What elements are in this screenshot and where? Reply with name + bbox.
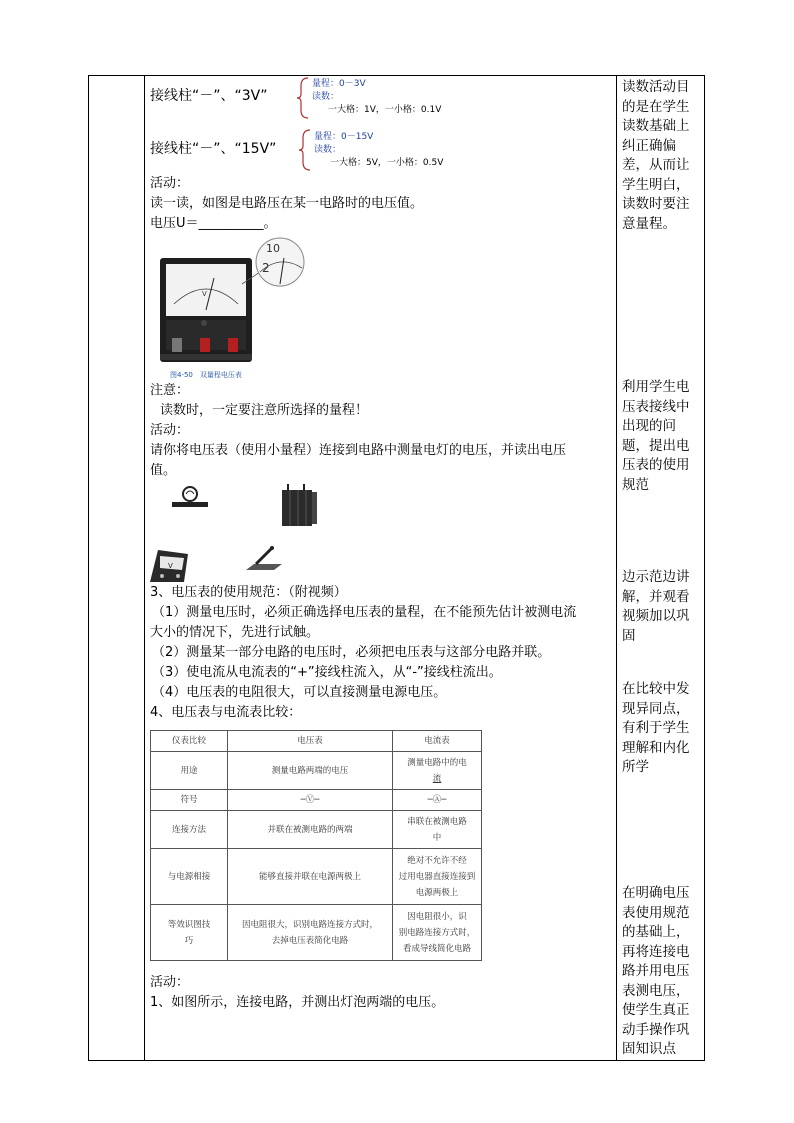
lamp-icon bbox=[170, 484, 210, 510]
terminal-15v-label: 接线柱“－”、“15V” bbox=[150, 141, 277, 157]
cell-line: 测量电路中的电 bbox=[407, 757, 467, 768]
svg-text:V: V bbox=[168, 562, 173, 570]
rule-2: （2）测量某一部分电路的电压时，必须把电压表与这部分电路并联。 bbox=[152, 645, 551, 660]
table-cell bbox=[393, 811, 482, 849]
column-divider-1 bbox=[144, 76, 145, 1060]
table-row bbox=[151, 790, 482, 811]
battery-icon bbox=[280, 482, 320, 528]
table-cell: 与电源相接 bbox=[151, 849, 228, 905]
side-note-3: 边示范边讲解，并观看视频加以巩固 bbox=[622, 569, 690, 644]
ammeter-symbol: ─Ⓐ─ bbox=[393, 790, 482, 811]
table-row bbox=[151, 731, 482, 752]
activity-3-text: 1、如图所示，连接电路，并测出灯泡两端的电压。 bbox=[150, 995, 445, 1010]
header-cell: 电流表 bbox=[393, 731, 482, 752]
zoom-label-10: 10 bbox=[266, 242, 280, 255]
division-15v: 一大格：5V，一小格：0.5V bbox=[330, 158, 444, 168]
table-cell: 能够直接并联在电源两极上 bbox=[228, 849, 393, 905]
activity-1-title: 活动： bbox=[150, 176, 190, 191]
table-cell: 连接方法 bbox=[151, 811, 228, 849]
cell-line: 去掉电压表简化电路 bbox=[271, 935, 349, 946]
voltmeter-icon bbox=[148, 546, 192, 584]
activity-2-text-1: 请你将电压表（使用小量程）连接到电路中测量电灯的电压，并读出电压 bbox=[150, 443, 567, 458]
side-note-1: 读数活动目的是在学生读数基础上纠正确偏差，从而让学生明白，读数时要注意量程。 bbox=[622, 79, 690, 232]
cell-line: 看成导线简化电路 bbox=[402, 943, 471, 954]
activity-1-answer: 电压U＝__________。 bbox=[150, 216, 277, 231]
table-cell: 并联在被测电路的两端 bbox=[228, 811, 393, 849]
rules-title: 3、电压表的使用规范：（附视频） bbox=[150, 585, 347, 600]
table-cell: 测量电路两端的电压 bbox=[228, 752, 393, 790]
switch-icon bbox=[244, 544, 284, 574]
dial-symbol: V bbox=[202, 290, 207, 298]
zoom-label-2: 2 bbox=[262, 261, 270, 275]
rule-1-line-1: （1）测量电压时，必须正确选择电压表的量程，在不能预先估计被测电流 bbox=[152, 605, 577, 620]
reading-3v: 读数： bbox=[312, 92, 340, 102]
side-note-2: 利用学生电压表接线中出现的问题，提出电压表的使用规范 bbox=[622, 379, 690, 493]
terminal-3v-label: 接线柱“－”、“3V” bbox=[150, 88, 268, 104]
activity-2-title: 活动： bbox=[150, 423, 190, 438]
table-row bbox=[151, 849, 482, 905]
cell-line: 串联在被测电路 bbox=[407, 816, 467, 827]
note-title: 注意： bbox=[150, 383, 190, 398]
side-note-4: 在比较中发现异同点，有利于学生理解和内化所学 bbox=[622, 681, 690, 775]
voltmeter-symbol: ─Ⓥ─ bbox=[228, 790, 393, 811]
activity-2-text-2: 值。 bbox=[150, 463, 177, 478]
voltmeter-figure bbox=[156, 234, 306, 370]
table-row bbox=[151, 811, 482, 849]
comparison-table bbox=[150, 730, 482, 961]
cell-line: 电源两极上 bbox=[415, 887, 459, 898]
table-cell: 符号 bbox=[151, 790, 228, 811]
table-cell: 用途 bbox=[151, 752, 228, 790]
side-note-5: 在明确电压表使用规范的基础上，再将连接电路并用电压表测电压，使学生真正动手操作巩固知识点 bbox=[622, 885, 690, 1057]
activity-3-title: 活动： bbox=[150, 975, 190, 990]
brace-15v bbox=[298, 128, 312, 172]
rule-1-line-2: 大小的情况下，先进行试触。 bbox=[150, 625, 320, 640]
cell-line: 巧 bbox=[184, 935, 194, 946]
table-cell bbox=[393, 752, 482, 790]
reading-15v: 读数： bbox=[314, 145, 342, 155]
cell-line: 流 bbox=[432, 773, 442, 784]
cell-line: 因电阻很大，识别电路连接方式时， bbox=[241, 919, 378, 930]
cell-line: 别电路连接方式时， bbox=[398, 927, 476, 938]
table-cell bbox=[393, 849, 482, 905]
division-3v: 一大格：1V，一小格：0.1V bbox=[328, 105, 442, 115]
meter-caption: 图4-50 双量程电压表 bbox=[170, 371, 242, 379]
cell-line: 等效识图技 bbox=[167, 919, 211, 930]
cell-line: 过用电器直接连接到 bbox=[398, 871, 476, 882]
range-3v: 量程：0－3V bbox=[312, 79, 366, 89]
cell-line: 绝对不允许不经 bbox=[407, 855, 467, 866]
range-15v: 量程：0－15V bbox=[314, 132, 374, 142]
table-cell bbox=[393, 905, 482, 961]
activity-1-text: 读一读，如图是电路压在某一电路时的电压值。 bbox=[150, 196, 424, 211]
table-cell bbox=[151, 905, 228, 961]
brace-3v bbox=[296, 76, 310, 120]
note-text: 读数时，一定要注意所选择的量程！ bbox=[160, 403, 369, 418]
cell-line: 因电阻很小，识 bbox=[407, 911, 467, 922]
header-cell: 电压表 bbox=[228, 731, 393, 752]
rule-3: （3）使电流从电流表的“+”接线柱流入，从“-”接线柱流出。 bbox=[152, 665, 502, 680]
column-divider-2 bbox=[616, 76, 617, 1060]
table-row bbox=[151, 905, 482, 961]
compare-title: 4、电压表与电流表比较： bbox=[150, 705, 302, 720]
table-row bbox=[151, 752, 482, 790]
table-cell bbox=[228, 905, 393, 961]
header-cell: 仪表比较 bbox=[151, 731, 228, 752]
rule-4: （4）电压表的电阻很大，可以直接测量电源电压。 bbox=[152, 685, 447, 700]
cell-line: 中 bbox=[432, 832, 442, 843]
